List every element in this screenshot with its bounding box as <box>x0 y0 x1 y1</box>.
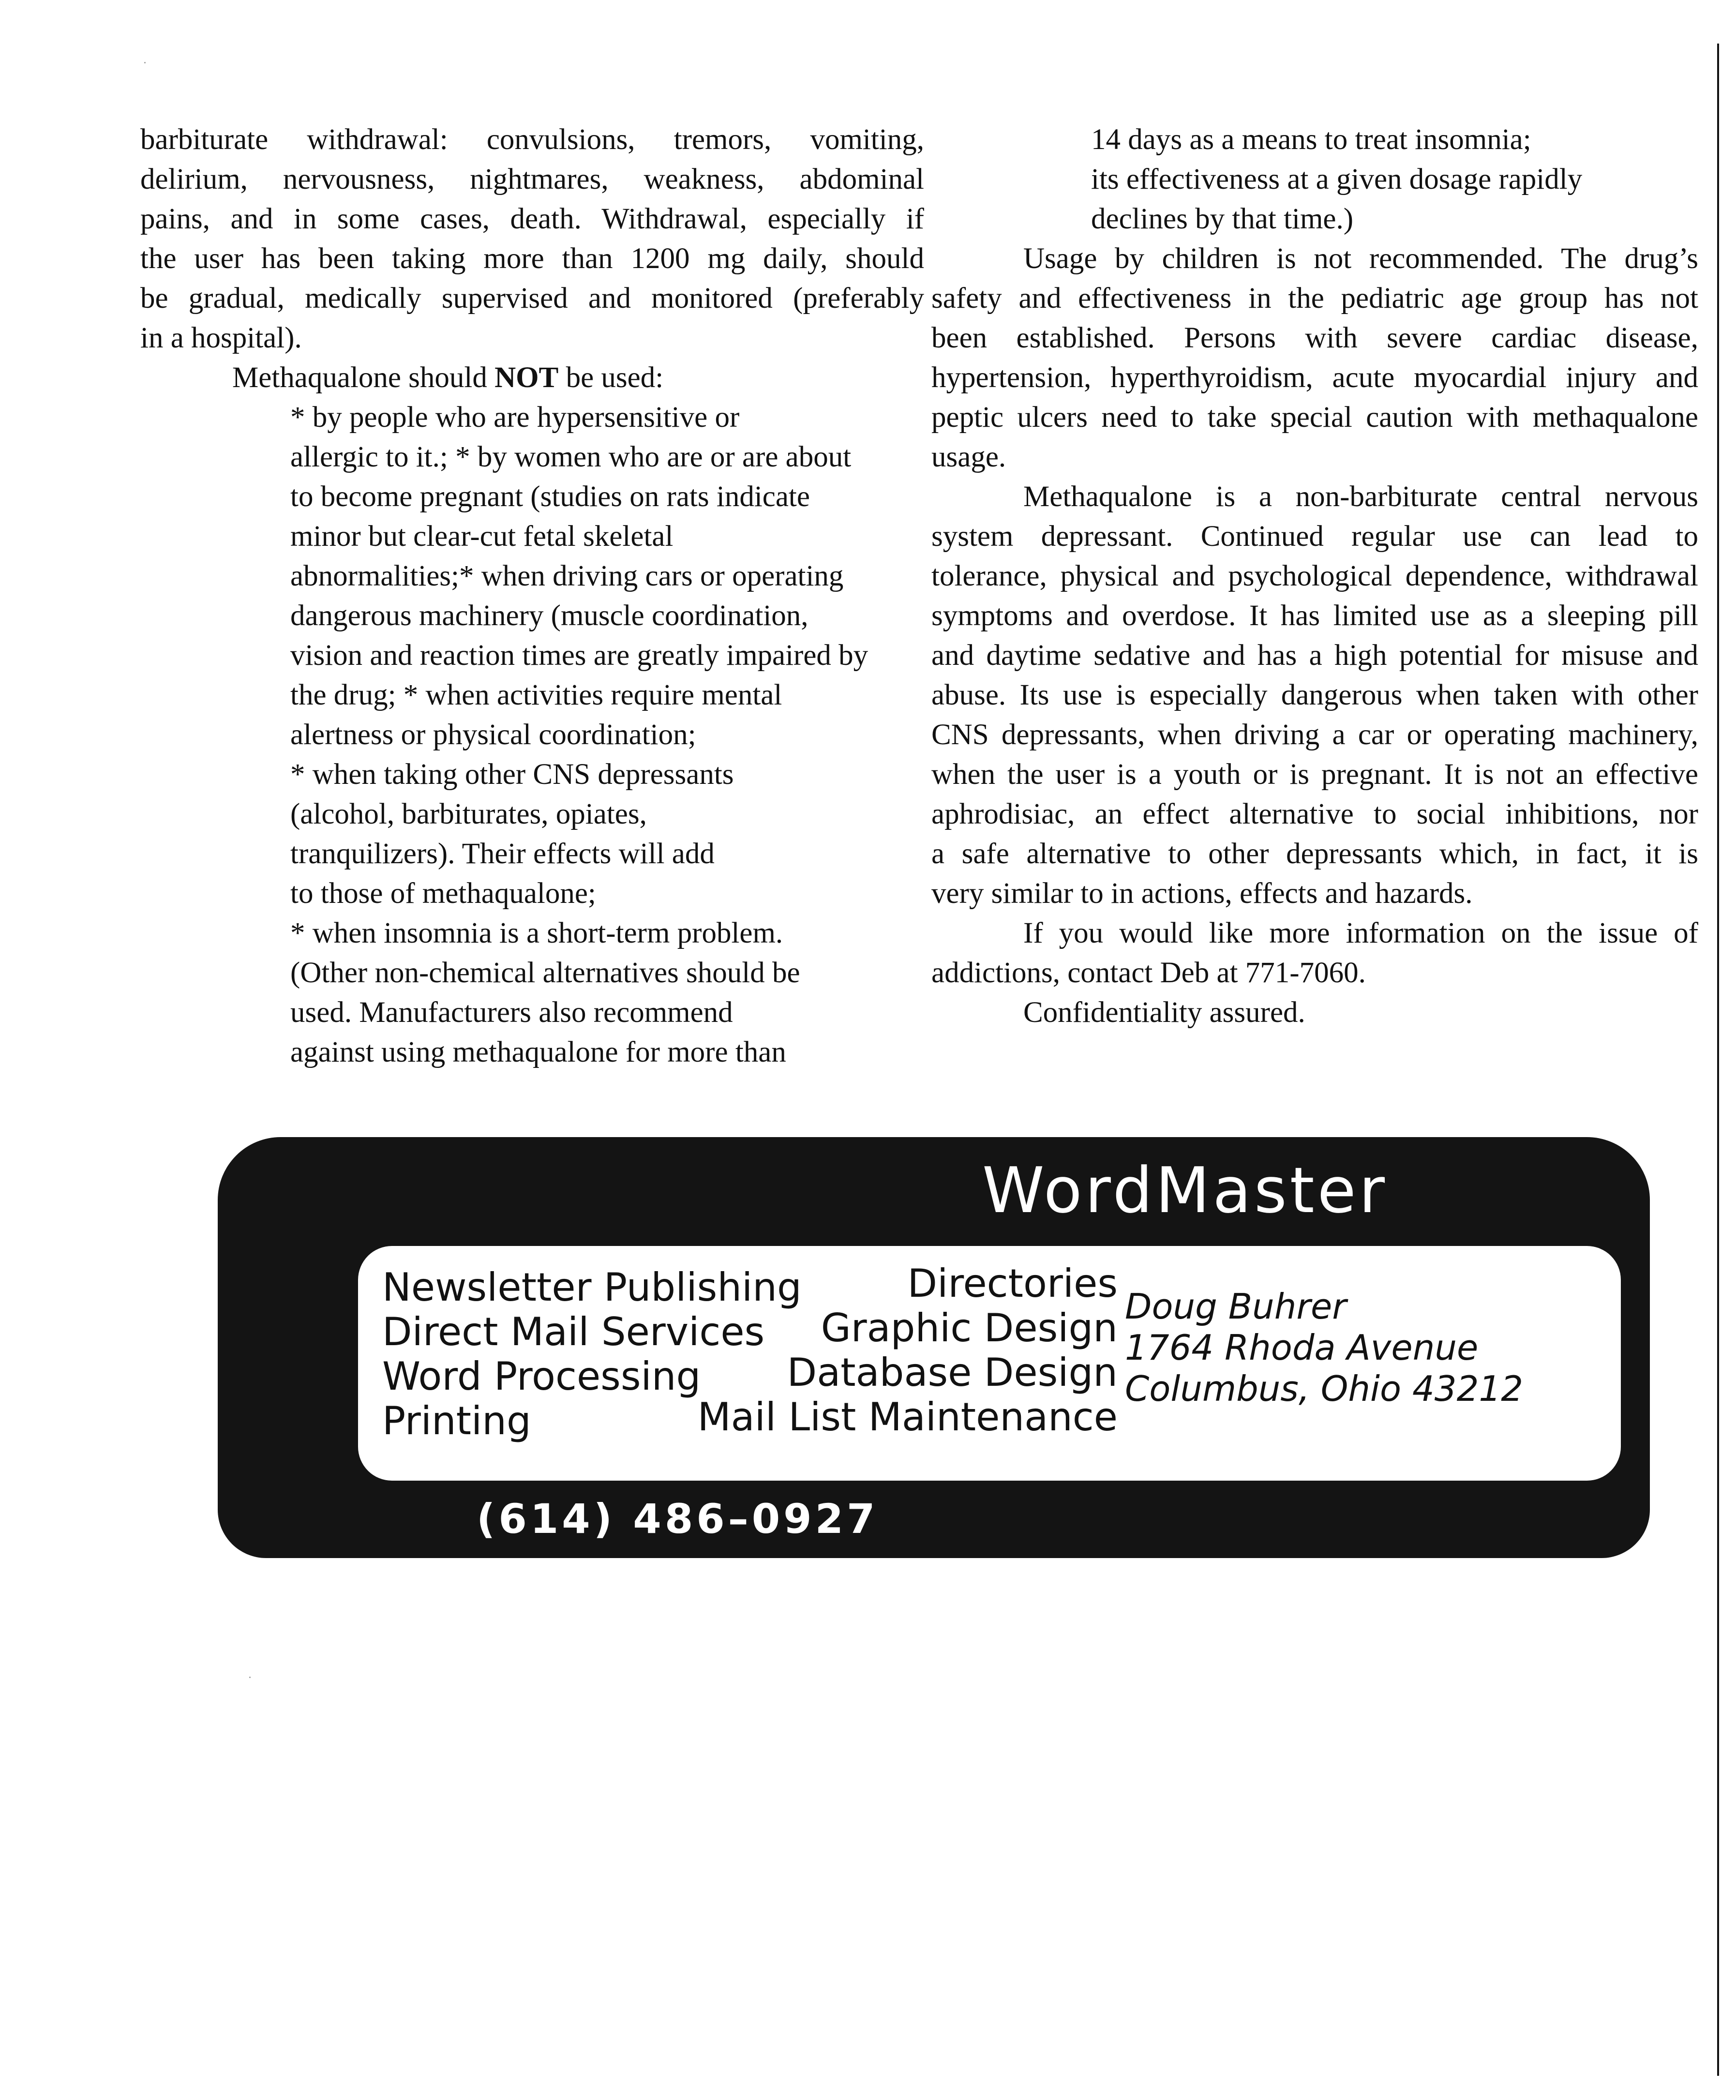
list-line: minor but clear-cut fetal skeletal <box>290 520 673 553</box>
body-line: addictions, contact Deb at 771-7060. <box>931 957 1366 989</box>
body-line: when the user is a youth or is pregnant. It is not an effective <box>931 758 1698 791</box>
body-line: system depressant. Continued regular use can lead to <box>931 520 1698 553</box>
body-line: the user has been taking more than 1200 mg daily, should <box>140 242 924 275</box>
body-line: safety and effectiveness in the pediatric age group has not <box>931 282 1698 315</box>
body-line: in a hospital). <box>140 322 302 354</box>
phone-number: (614) 486–0927 <box>477 1495 879 1543</box>
scan-speck <box>144 62 146 63</box>
list-line: tranquilizers). Their effects will add <box>290 838 715 870</box>
page-edge-rule <box>1717 44 1719 2076</box>
body-line: and daytime sedative and has a high potential for misuse and <box>931 639 1698 672</box>
left-column <box>140 120 924 1072</box>
body-line: aphrodisiac, an effect alternative to social inhibitions, nor <box>931 798 1698 830</box>
list-line: * by people who are hypersensitive or <box>290 401 740 434</box>
list-line: (alcohol, barbiturates, opiates, <box>290 798 647 830</box>
ad-services-panel <box>358 1246 1621 1481</box>
service-item: Database Design <box>787 1350 1118 1395</box>
list-line: * when taking other CNS depressants <box>290 758 734 791</box>
list-line: allergic to it.; * by women who are or are about <box>290 441 852 473</box>
city-address: Columbus, Ohio 43212 <box>1125 1368 1524 1409</box>
list-line: the drug; * when activities require mental <box>290 679 782 711</box>
body-line: CNS depressants, when driving a car or operating machinery, <box>931 719 1698 751</box>
body-line: usage. <box>931 441 1006 473</box>
service-item: Newsletter Publishing <box>382 1265 802 1310</box>
list-line: against using methaqualone for more than <box>290 1036 786 1068</box>
list-line: * when insomnia is a short-term problem. <box>290 917 783 949</box>
body-line: If you would like more information on the issue of <box>1023 917 1698 949</box>
list-line: abnormalities;* when driving cars or operating <box>290 560 844 592</box>
body-line: tolerance, physical and psychological dependence, withdrawal <box>931 560 1698 592</box>
body-line: hypertension, hyperthyroidism, acute myocardial injury and <box>931 361 1698 394</box>
continued-line: declines by that time.) <box>1091 203 1354 235</box>
body-line: very similar to in actions, effects and hazards. <box>931 877 1473 910</box>
service-item: Mail List Maintenance <box>697 1395 1118 1440</box>
scan-speck <box>249 1677 251 1678</box>
contact-name: Doug Buhrer <box>1125 1286 1347 1327</box>
service-item: Directories <box>907 1261 1118 1306</box>
body-line: pains, and in some cases, death. Withdrawal, especially if <box>140 203 924 235</box>
body-line: Methaqualone is a non-barbiturate central nervous <box>1023 480 1698 513</box>
service-item: Word Processing <box>382 1354 701 1399</box>
list-line: (Other non-chemical alternatives should be <box>290 957 800 989</box>
ad-title: WordMaster <box>982 1154 1388 1227</box>
street-address: 1764 Rhoda Avenue <box>1125 1327 1479 1368</box>
body-line: symptoms and overdose. It has limited use as a sleeping pill <box>931 600 1698 632</box>
list-line: alertness or physical coordination; <box>290 719 696 751</box>
continued-line: its effectiveness at a given dosage rapidly <box>1091 163 1583 195</box>
body-line: Usage by children is not recommended. The drug’s <box>1023 242 1698 275</box>
body-line: peptic ulcers need to take special caution with methaqualone <box>931 401 1698 434</box>
service-item: Printing <box>382 1398 531 1443</box>
list-line: used. Manufacturers also recommend <box>290 996 733 1029</box>
list-line: to become pregnant (studies on rats indicate <box>290 480 810 513</box>
body-line: abuse. Its use is especially dangerous when taken with other <box>931 679 1698 711</box>
body-line: be gradual, medically supervised and monitored (preferably <box>140 282 924 315</box>
list-line: to those of methaqualone; <box>290 877 596 910</box>
body-line: barbiturate withdrawal: convulsions, tremors, vomiting, <box>140 123 924 156</box>
list-line: dangerous machinery (muscle coordination, <box>290 600 808 632</box>
wordmaster-ad <box>218 1137 1650 1558</box>
service-item: Direct Mail Services <box>382 1309 765 1354</box>
service-item: Graphic Design <box>821 1305 1118 1350</box>
continued-line: 14 days as a means to treat insomnia; <box>1091 123 1531 156</box>
body-line: a safe alternative to other depressants which, in fact, it is <box>931 838 1698 870</box>
should-not-heading: Methaqualone should NOT be used: <box>232 361 664 394</box>
confidentiality-note: Confidentiality assured. <box>1023 996 1305 1029</box>
right-column <box>931 120 1698 1033</box>
list-line: vision and reaction times are greatly impaired by <box>290 639 868 672</box>
body-line: delirium, nervousness, nightmares, weakness, abdominal <box>140 163 924 195</box>
body-line: been established. Persons with severe cardiac disease, <box>931 322 1698 354</box>
